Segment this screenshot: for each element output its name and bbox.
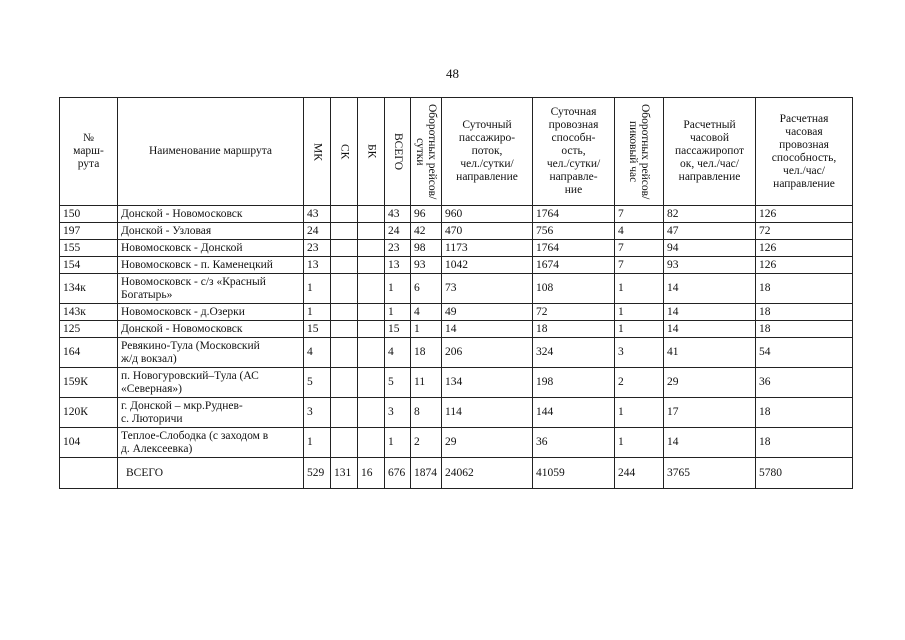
route-name-line: д. Алексеевка) (121, 442, 193, 455)
cell-sk (331, 398, 358, 428)
cell-trips: 1874 (411, 458, 442, 489)
cell-route-number: 155 (60, 240, 118, 257)
cell-route-number: 120К (60, 398, 118, 428)
cell-flow: 49 (442, 304, 533, 321)
cell-trips: 8 (411, 398, 442, 428)
cell-hflow: 94 (664, 240, 756, 257)
cell-bk (358, 206, 385, 223)
cell-total: 13 (385, 257, 411, 274)
table-row (60, 257, 853, 274)
cell-hcap: 126 (756, 206, 853, 223)
route-name-line: с. Люторичи (121, 412, 183, 425)
cell-bk (358, 274, 385, 304)
table-row (60, 398, 853, 428)
route-name-line: Новомосковск - с/з «Красный (121, 275, 266, 288)
route-name-line: ВСЕГО (126, 466, 164, 479)
cell-route-name (118, 206, 304, 223)
cell-hflow: 47 (664, 223, 756, 240)
cell-route-name (118, 338, 304, 368)
cell-trips: 42 (411, 223, 442, 240)
cell-total: 5 (385, 368, 411, 398)
header-hourly-capacity (756, 98, 853, 206)
cell-total: 24 (385, 223, 411, 240)
table-row (60, 223, 853, 240)
route-name-line: Теплое-Слободка (с заходом в (121, 429, 269, 442)
route-name-line: г. Донской – мкр.Руднев- (121, 399, 243, 412)
cell-capacity: 36 (533, 428, 615, 458)
cell-hcap: 18 (756, 321, 853, 338)
route-name-line: Богатырь» (121, 288, 173, 301)
cell-peak: 2 (615, 368, 664, 398)
routes-table (59, 97, 853, 489)
cell-route-name (118, 458, 304, 489)
cell-flow: 206 (442, 338, 533, 368)
header-bk: БК (358, 98, 385, 206)
cell-total: 15 (385, 321, 411, 338)
cell-hflow: 93 (664, 257, 756, 274)
cell-total: 3 (385, 398, 411, 428)
cell-mk: 3 (304, 398, 331, 428)
cell-route-name (118, 368, 304, 398)
cell-mk: 1 (304, 304, 331, 321)
route-name-line: Донской - Новомосковск (121, 322, 243, 335)
header-daily-flow (442, 98, 533, 206)
route-name-line: п. Новогуровский–Тула (АС (121, 369, 259, 382)
cell-bk (358, 257, 385, 274)
cell-capacity: 198 (533, 368, 615, 398)
cell-route-number: 164 (60, 338, 118, 368)
cell-trips: 6 (411, 274, 442, 304)
cell-sk (331, 304, 358, 321)
cell-peak: 4 (615, 223, 664, 240)
cell-hflow: 14 (664, 321, 756, 338)
cell-mk: 15 (304, 321, 331, 338)
cell-trips: 1 (411, 321, 442, 338)
cell-sk (331, 223, 358, 240)
cell-hcap: 72 (756, 223, 853, 240)
route-name-line: ж/д вокзал) (121, 352, 177, 365)
header-route-number-lines: № марш- рута (73, 132, 104, 170)
table-row (60, 240, 853, 257)
cell-trips: 18 (411, 338, 442, 368)
cell-peak: 7 (615, 206, 664, 223)
cell-route-number: 104 (60, 428, 118, 458)
cell-peak: 1 (615, 274, 664, 304)
cell-bk (358, 304, 385, 321)
cell-route-name (118, 240, 304, 257)
cell-bk (358, 428, 385, 458)
cell-hcap: 54 (756, 338, 853, 368)
cell-mk: 5 (304, 368, 331, 398)
header-daily-flow-lines: Суточный пассажиро- поток, чел./сутки/ направление (456, 119, 518, 183)
cell-capacity: 1674 (533, 257, 615, 274)
cell-capacity: 108 (533, 274, 615, 304)
cell-hcap: 18 (756, 304, 853, 321)
cell-total: 1 (385, 304, 411, 321)
table-body (60, 206, 853, 489)
cell-sk (331, 428, 358, 458)
cell-sk (331, 257, 358, 274)
cell-route-name (118, 304, 304, 321)
cell-hflow: 82 (664, 206, 756, 223)
cell-total: 4 (385, 338, 411, 368)
cell-hcap: 126 (756, 240, 853, 257)
route-name-line: Новомосковск - д.Озерки (121, 305, 245, 318)
cell-sk: 131 (331, 458, 358, 489)
cell-capacity: 756 (533, 223, 615, 240)
cell-flow: 1173 (442, 240, 533, 257)
cell-capacity: 324 (533, 338, 615, 368)
cell-flow: 1042 (442, 257, 533, 274)
cell-route-number: 154 (60, 257, 118, 274)
header-total: ВСЕГО (385, 98, 411, 206)
cell-capacity: 18 (533, 321, 615, 338)
cell-hflow: 3765 (664, 458, 756, 489)
cell-peak: 1 (615, 304, 664, 321)
cell-peak: 1 (615, 428, 664, 458)
cell-route-number: 150 (60, 206, 118, 223)
table-header-row (60, 98, 853, 206)
cell-route-name (118, 223, 304, 240)
cell-capacity: 1764 (533, 206, 615, 223)
cell-bk (358, 223, 385, 240)
route-name-line: Ревякино-Тула (Московский (121, 339, 260, 352)
cell-sk (331, 338, 358, 368)
route-name-line: Новомосковск - п. Каменецкий (121, 258, 273, 271)
cell-peak: 1 (615, 321, 664, 338)
cell-trips: 96 (411, 206, 442, 223)
cell-flow: 29 (442, 428, 533, 458)
table-row (60, 321, 853, 338)
cell-route-number: 143к (60, 304, 118, 321)
cell-flow: 14 (442, 321, 533, 338)
cell-route-number: 125 (60, 321, 118, 338)
header-route-name: Наименование маршрута (118, 98, 304, 206)
cell-flow: 470 (442, 223, 533, 240)
cell-trips: 11 (411, 368, 442, 398)
route-name-line: Донской - Узловая (121, 224, 212, 237)
header-trips-per-day: Оборотных рейсов/сутки (411, 98, 442, 206)
cell-bk (358, 240, 385, 257)
header-hourly-capacity-lines: Расчетная часовая провозная способность, чел./час/ направление (771, 112, 837, 190)
header-route-number (60, 98, 118, 206)
cell-mk: 24 (304, 223, 331, 240)
cell-capacity: 1764 (533, 240, 615, 257)
cell-capacity: 41059 (533, 458, 615, 489)
cell-sk (331, 206, 358, 223)
cell-peak: 244 (615, 458, 664, 489)
cell-peak: 7 (615, 240, 664, 257)
cell-trips: 2 (411, 428, 442, 458)
cell-total: 1 (385, 274, 411, 304)
route-name-line: Новомосковск - Донской (121, 241, 243, 254)
cell-mk: 529 (304, 458, 331, 489)
cell-flow: 960 (442, 206, 533, 223)
cell-mk: 43 (304, 206, 331, 223)
cell-route-name (118, 398, 304, 428)
table-row (60, 206, 853, 223)
page-number: 48 (446, 66, 459, 81)
cell-peak: 7 (615, 257, 664, 274)
header-daily-capacity-lines: Суточная провозная способн- ость, чел./сутки/ направле- ние (546, 106, 601, 196)
cell-hcap: 5780 (756, 458, 853, 489)
route-name-line: Донской - Новомосковск (121, 207, 243, 220)
cell-hcap: 18 (756, 428, 853, 458)
cell-mk: 23 (304, 240, 331, 257)
cell-bk (358, 338, 385, 368)
cell-flow: 73 (442, 274, 533, 304)
table-row (60, 304, 853, 321)
table-row (60, 368, 853, 398)
table-row (60, 274, 853, 304)
cell-bk (358, 321, 385, 338)
cell-route-number: 134к (60, 274, 118, 304)
route-name-line: «Северная») (121, 382, 183, 395)
cell-bk: 16 (358, 458, 385, 489)
cell-hcap: 36 (756, 368, 853, 398)
cell-hflow: 17 (664, 398, 756, 428)
cell-hcap: 18 (756, 398, 853, 428)
cell-route-number: 197 (60, 223, 118, 240)
header-mk: МК (304, 98, 331, 206)
total-row (60, 458, 853, 489)
cell-route-number (60, 458, 118, 489)
header-sk: СК (331, 98, 358, 206)
cell-trips: 93 (411, 257, 442, 274)
header-hourly-flow (664, 98, 756, 206)
cell-sk (331, 368, 358, 398)
cell-total: 43 (385, 206, 411, 223)
cell-peak: 1 (615, 398, 664, 428)
cell-route-name (118, 428, 304, 458)
cell-peak: 3 (615, 338, 664, 368)
cell-route-name (118, 321, 304, 338)
cell-flow: 134 (442, 368, 533, 398)
cell-capacity: 144 (533, 398, 615, 428)
header-hourly-flow-lines: Расчетный часовой пассажиропот ок, чел./час/ направление (674, 119, 745, 183)
cell-bk (358, 398, 385, 428)
table-row (60, 338, 853, 368)
cell-capacity: 72 (533, 304, 615, 321)
cell-flow: 114 (442, 398, 533, 428)
cell-mk: 1 (304, 274, 331, 304)
header-peak-trips: Оборотных рейсов/ пиковый час (615, 98, 664, 206)
cell-sk (331, 240, 358, 257)
cell-total: 1 (385, 428, 411, 458)
cell-trips: 98 (411, 240, 442, 257)
cell-hflow: 14 (664, 428, 756, 458)
cell-sk (331, 274, 358, 304)
cell-hflow: 14 (664, 304, 756, 321)
cell-hflow: 41 (664, 338, 756, 368)
cell-hflow: 29 (664, 368, 756, 398)
cell-hcap: 126 (756, 257, 853, 274)
cell-mk: 4 (304, 338, 331, 368)
cell-total: 23 (385, 240, 411, 257)
cell-hcap: 18 (756, 274, 853, 304)
header-daily-capacity (533, 98, 615, 206)
cell-mk: 13 (304, 257, 331, 274)
cell-trips: 4 (411, 304, 442, 321)
cell-sk (331, 321, 358, 338)
cell-flow: 24062 (442, 458, 533, 489)
cell-route-number: 159К (60, 368, 118, 398)
cell-mk: 1 (304, 428, 331, 458)
table-row (60, 428, 853, 458)
cell-total: 676 (385, 458, 411, 489)
cell-hflow: 14 (664, 274, 756, 304)
cell-route-name (118, 274, 304, 304)
cell-route-name (118, 257, 304, 274)
cell-bk (358, 368, 385, 398)
